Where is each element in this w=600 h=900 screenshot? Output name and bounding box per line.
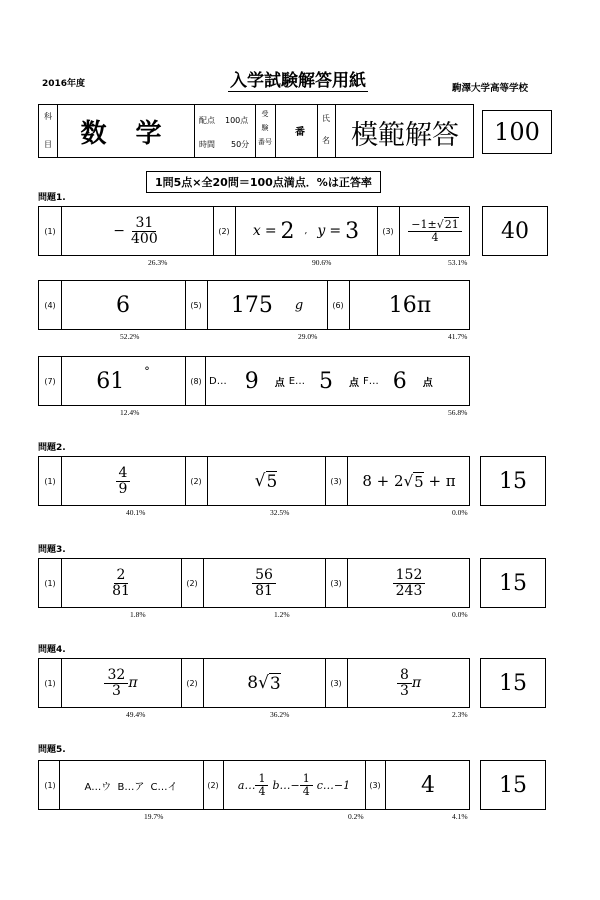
q5-2-number: (2) <box>207 780 219 790</box>
q1-8-f-value: 6 <box>392 368 407 394</box>
q4-1-numerator: 32 <box>104 668 128 684</box>
q4-3-denominator: 3 <box>399 682 409 699</box>
ban-label: 番 <box>295 127 305 138</box>
q1-7-answer <box>61 357 185 405</box>
q4-1-denominator: 3 <box>111 682 121 699</box>
q1-2-y-value: 3 <box>345 218 360 244</box>
time-label: 時間 <box>199 140 215 149</box>
q1-4-number: (4) <box>44 300 56 310</box>
q5-3-answer: 4 <box>421 772 435 798</box>
q4-1-rate: 49.4% <box>126 710 146 719</box>
q1-3-denominator: 4 <box>431 230 439 244</box>
q3-2-denominator: 81 <box>255 582 273 599</box>
name-value: 模範解答 <box>351 120 459 151</box>
q5-2-b-numerator: 1 <box>300 773 313 786</box>
q3-3-denominator: 243 <box>395 582 423 599</box>
q1-3-rate: 53.1% <box>448 258 468 267</box>
total-score: 100 <box>494 118 540 146</box>
q2-1-answer <box>61 457 185 505</box>
q3-3-numerator: 152 <box>393 568 426 584</box>
q1-2-eq2: = <box>329 223 342 239</box>
q2-1-numerator: 4 <box>116 466 131 482</box>
q1-score-box <box>482 206 548 256</box>
q2-3-radicand: 5 <box>414 472 424 491</box>
q4-2-rate: 36.2% <box>270 710 290 719</box>
q5-score: 15 <box>499 772 527 798</box>
q3-3-number: (3) <box>330 578 342 588</box>
q1-8-e-value: 5 <box>319 368 334 394</box>
q1-3-answer: $\frac{-1\pm√21}{4}$ <box>399 207 471 255</box>
q3-2-rate: 1.2% <box>274 610 290 619</box>
q1-1-denominator: 400 <box>131 230 158 247</box>
q1-6-answer: 16π <box>388 292 432 318</box>
q1-8-d-label: D… <box>209 375 227 387</box>
q1-2-rate: 90.6% <box>312 258 332 267</box>
q2-3-pre: 8 + 2 <box>362 472 404 490</box>
q3-2-number: (2) <box>186 578 198 588</box>
subject-label-1: 科 <box>44 112 52 121</box>
q5-2-rate: 0.2% <box>348 812 364 821</box>
q1-row-2 <box>38 280 470 330</box>
q1-4-rate: 52.2% <box>120 332 140 341</box>
q4-3-number: (3) <box>330 678 342 688</box>
q4-2-pre: 8 <box>247 673 259 693</box>
q1-7-rate: 12.4% <box>120 408 140 417</box>
q1-8-rate: 56.8% <box>448 408 468 417</box>
q1-6-number: (6) <box>332 300 344 310</box>
q5-2-c-label: c…−1 <box>316 778 351 792</box>
scoring-note: 1問5点×全20問＝100点満点．%は正答率 <box>146 171 381 193</box>
exam-no-label-3: 番号 <box>258 138 272 146</box>
q1-8-number: (8) <box>190 376 202 386</box>
q4-score: 15 <box>499 670 527 696</box>
q1-3-radicand: 21 <box>444 217 459 231</box>
q5-2-a-label: a… <box>237 778 256 792</box>
page-title: 入学試験解答用紙 <box>228 66 368 92</box>
points-label: 配点 <box>199 116 215 125</box>
q5-2-a-numerator: 1 <box>255 773 268 786</box>
exam-no-label-1: 受 <box>261 110 269 118</box>
q4-1-number: (1) <box>44 678 56 688</box>
q1-2-eq1: = <box>264 223 277 239</box>
q1-8-d-unit: 点 <box>274 377 285 389</box>
q1-5-unit: g <box>294 297 304 313</box>
subject-value: 数 学 <box>80 119 172 149</box>
q3-1-answer <box>61 559 181 607</box>
q1-6-rate: 41.7% <box>448 332 468 341</box>
q2-3-rate: 0.0% <box>452 508 468 517</box>
q1-1-answer <box>61 207 213 255</box>
q3-1-rate: 1.8% <box>130 610 146 619</box>
q1-4-answer: 6 <box>116 292 130 318</box>
q5-3-rate: 4.1% <box>452 812 468 821</box>
school-name: 駒澤大学高等学校 <box>452 83 529 94</box>
q3-1-number: (1) <box>44 578 56 588</box>
q1-8-e-unit: 点 <box>349 377 360 389</box>
q3-3-answer <box>347 559 471 607</box>
name-label-1: 氏 <box>322 114 330 123</box>
q4-3-numerator: 8 <box>397 668 412 684</box>
name-label-2: 名 <box>322 136 330 145</box>
q1-row-3 <box>38 356 470 406</box>
time-value: 50分 <box>231 140 250 149</box>
q1-7-number: (7) <box>44 376 56 386</box>
q2-2-answer: √ 5 <box>254 471 278 492</box>
q4-2-number: (2) <box>186 678 198 688</box>
question-3-label: 問題3. <box>38 545 66 555</box>
q2-3-post: + π <box>423 472 456 490</box>
q1-5-answer <box>207 281 327 329</box>
q1-2-y-var: y <box>317 223 326 239</box>
q1-7-value: 61 <box>96 368 125 394</box>
q1-8-answer <box>205 357 475 405</box>
q2-row <box>38 456 470 506</box>
q1-5-number: (5) <box>190 300 202 310</box>
q1-score: 40 <box>501 218 529 244</box>
q4-1-pi: π <box>128 675 138 691</box>
q3-score-box <box>480 558 546 608</box>
q1-5-value: 175 <box>230 292 273 318</box>
q4-row <box>38 658 470 708</box>
points-value: 100点 <box>225 116 249 125</box>
q1-3-num-pre: −1± <box>411 217 437 231</box>
q2-2-radicand: 5 <box>266 471 278 492</box>
info-table <box>38 104 474 158</box>
q3-1-denominator: 81 <box>112 582 130 599</box>
q2-score-box <box>480 456 546 506</box>
q5-2-answer <box>223 761 365 809</box>
q1-1-numerator: 31 <box>132 216 156 232</box>
year-label: 2016年度 <box>42 79 86 89</box>
q5-1-rate: 19.7% <box>144 812 164 821</box>
q1-2-x-value: 2 <box>280 218 295 244</box>
q1-8-d-value: 9 <box>244 368 259 394</box>
q5-2-a-denominator: 4 <box>258 784 266 798</box>
q2-2-rate: 32.5% <box>270 508 290 517</box>
question-1-label: 問題1. <box>38 193 66 203</box>
q3-1-numerator: 2 <box>114 568 129 584</box>
q2-1-denominator: 9 <box>118 480 128 497</box>
q3-row <box>38 558 470 608</box>
q3-2-numerator: 56 <box>252 568 276 584</box>
q1-8-e-label: E… <box>288 375 306 387</box>
q2-score: 15 <box>499 468 527 494</box>
q5-score-box <box>480 760 546 810</box>
q3-3-rate: 0.0% <box>452 610 468 619</box>
q1-2-answer <box>235 207 377 255</box>
q1-1-sign: − <box>113 223 125 239</box>
question-5-label: 問題5. <box>38 745 66 755</box>
question-2-label: 問題2. <box>38 443 66 453</box>
q4-score-box <box>480 658 546 708</box>
q4-3-rate: 2.3% <box>452 710 468 719</box>
q2-3-number: (3) <box>330 476 342 486</box>
q1-3-number: (3) <box>382 226 394 236</box>
q4-2-radicand: 3 <box>269 673 281 694</box>
q1-8-f-unit: 点 <box>422 377 433 389</box>
q5-2-b-denominator: 4 <box>302 784 310 798</box>
q1-2-sep: , <box>304 226 308 236</box>
q1-5-rate: 29.0% <box>298 332 318 341</box>
q5-1-number: (1) <box>44 780 56 790</box>
q1-1-rate: 26.3% <box>148 258 168 267</box>
q2-1-rate: 40.1% <box>126 508 146 517</box>
q3-score: 15 <box>499 570 527 596</box>
q1-1-number: (1) <box>44 226 56 236</box>
q1-row-1 <box>38 206 470 256</box>
q4-1-answer <box>61 659 181 707</box>
q5-1-answer: A…ウ B…ア C…イ <box>84 781 178 793</box>
q1-2-number: (2) <box>218 226 230 236</box>
q4-2-answer: 8 √ 3 <box>247 673 281 694</box>
q1-7-unit: ° <box>144 365 150 378</box>
q3-2-answer <box>203 559 325 607</box>
q5-3-number: (3) <box>369 780 381 790</box>
q2-2-number: (2) <box>190 476 202 486</box>
q4-3-pi: π <box>411 675 422 691</box>
q1-2-x-var: x <box>252 223 261 239</box>
q4-3-answer <box>347 659 471 707</box>
q1-8-f-label: F… <box>363 375 379 387</box>
q5-2-b-label: b…− <box>272 778 300 792</box>
exam-no-label-2: 験 <box>261 124 269 132</box>
total-score-box <box>482 110 552 154</box>
q2-3-answer: 8 + 2 √ 5 + π <box>362 472 456 491</box>
q5-row <box>38 760 470 810</box>
question-4-label: 問題4. <box>38 645 66 655</box>
q2-1-number: (1) <box>44 476 56 486</box>
subject-label-2: 目 <box>44 140 52 149</box>
